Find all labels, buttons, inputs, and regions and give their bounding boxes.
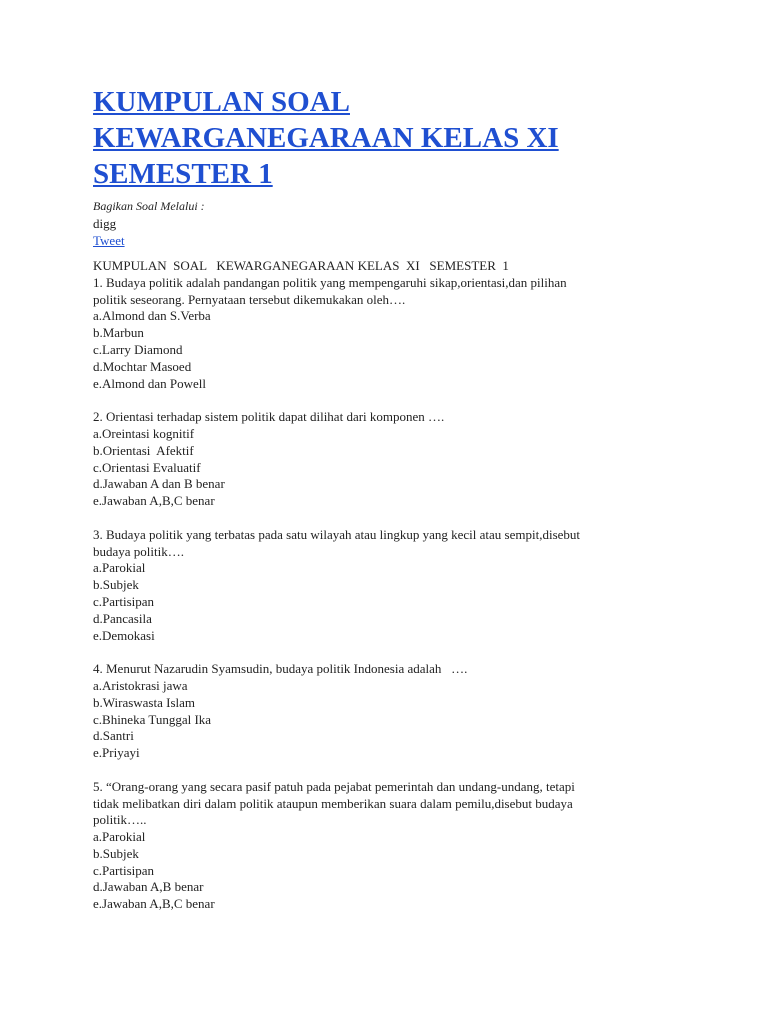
answer-option: a.Almond dan S.Verba — [93, 308, 211, 324]
title-link-line-3[interactable]: SEMESTER 1 — [93, 158, 273, 190]
answer-option: d.Jawaban A dan B benar — [93, 476, 225, 492]
question-text: tidak melibatkan diri dalam politik ataupun memberikan suara dalam pemilu,disebut budaya — [93, 795, 573, 811]
question-text: politik….. — [93, 812, 147, 828]
answer-option: e.Almond dan Powell — [93, 375, 207, 391]
answer-option: e.Jawaban A,B,C benar — [93, 493, 215, 509]
answer-option: e.Demokasi — [93, 627, 155, 643]
answer-option: e.Priyayi — [93, 745, 140, 761]
question-5 — [93, 779, 693, 913]
answer-option: d.Pancasila — [93, 610, 152, 626]
title-link-line-1[interactable]: KUMPULAN SOAL — [93, 86, 350, 118]
page-title[interactable] — [93, 84, 733, 192]
answer-option: a.Parokial — [93, 829, 146, 845]
question-text: budaya politik…. — [93, 543, 184, 559]
answer-option: b.Subjek — [93, 577, 139, 593]
quiz-heading: KUMPULAN SOAL KEWARGANEGARAAN KELAS XI SEMESTER 1 — [93, 258, 509, 273]
digg-link[interactable]: digg — [93, 216, 117, 231]
question-text: 5. “Orang-orang yang secara pasif patuh pada pejabat pemerintah dan undang-undang, tetapi — [93, 778, 575, 794]
answer-option: c.Larry Diamond — [93, 341, 183, 357]
question-3 — [93, 527, 693, 645]
answer-option: b.Wiraswasta Islam — [93, 694, 196, 710]
quiz-content — [93, 258, 693, 913]
tweet-link[interactable]: Tweet — [93, 233, 125, 248]
question-text: politik seseorang. Pernyataan tersebut dikemukakan oleh…. — [93, 291, 406, 307]
question-text: 3. Budaya politik yang terbatas pada satu wilayah atau lingkup yang kecil atau sempit,disebut — [93, 526, 581, 542]
answer-option: c.Orientasi Evaluatif — [93, 459, 201, 475]
title-link-line-2[interactable]: KEWARGANEGARAAN KELAS XI — [93, 122, 559, 154]
answer-option: d.Mochtar Masoed — [93, 358, 192, 374]
question-4 — [93, 661, 693, 762]
answer-option: c.Partisipan — [93, 862, 155, 878]
answer-option: d.Santri — [93, 728, 134, 744]
answer-option: a.Aristokrasi jawa — [93, 677, 188, 693]
question-text: 4. Menurut Nazarudin Syamsudin, budaya politik Indonesia adalah …. — [93, 661, 468, 677]
question-1 — [93, 275, 693, 393]
answer-option: a.Parokial — [93, 560, 146, 576]
question-text: 1. Budaya politik adalah pandangan politik yang mempengaruhi sikap,orientasi,dan pilihan — [93, 274, 567, 290]
question-text: 2. Orientasi terhadap sistem politik dapat dilihat dari komponen …. — [93, 409, 445, 425]
answer-option: a.Oreintasi kognitif — [93, 425, 195, 441]
answer-option: c.Partisipan — [93, 593, 155, 609]
answer-option: e.Jawaban A,B,C benar — [93, 896, 215, 912]
answer-option: d.Jawaban A,B benar — [93, 879, 204, 895]
answer-option: b.Subjek — [93, 845, 139, 861]
share-section — [93, 198, 733, 249]
share-label: Bagikan Soal Melalui : — [93, 199, 205, 213]
answer-option: c.Bhineka Tunggal Ika — [93, 711, 212, 727]
answer-option: b.Marbun — [93, 325, 144, 341]
question-2 — [93, 409, 693, 510]
answer-option: b.Orientasi Afektif — [93, 442, 194, 458]
